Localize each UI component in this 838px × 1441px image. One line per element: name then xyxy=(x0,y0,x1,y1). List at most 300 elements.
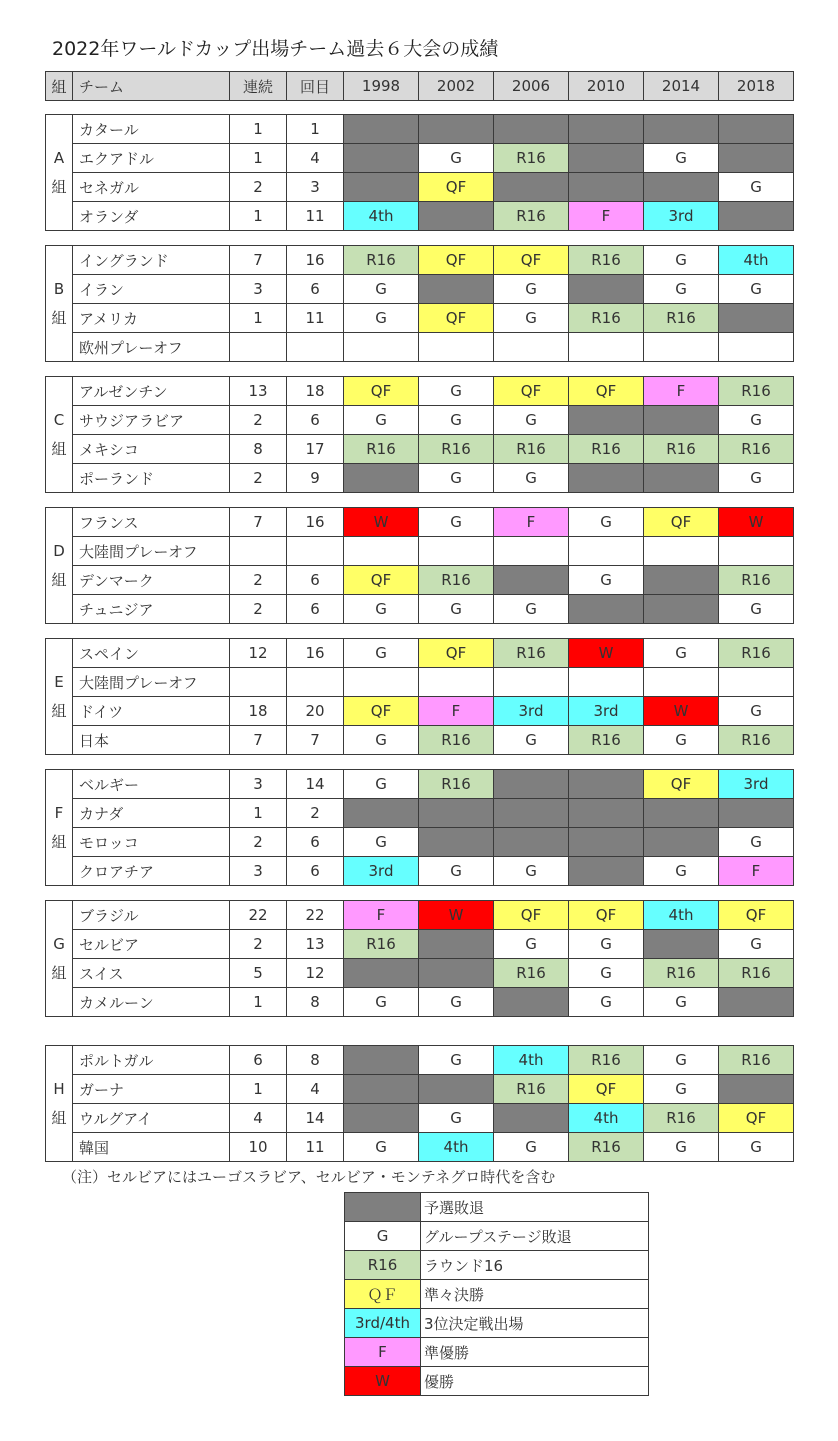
result-cell xyxy=(644,595,719,624)
result-cell: G xyxy=(344,988,419,1017)
legend-row xyxy=(345,1222,649,1251)
team-row xyxy=(46,435,794,464)
legend-label: 準優勝 xyxy=(421,1338,649,1367)
team-row xyxy=(46,464,794,493)
result-cell xyxy=(569,595,644,624)
appearance-cell: 18 xyxy=(287,377,344,406)
result-cell: G xyxy=(569,930,644,959)
result-cell xyxy=(569,770,644,799)
result-cell: 4th xyxy=(569,1104,644,1133)
team-row xyxy=(46,246,794,275)
result-cell: F xyxy=(719,857,794,886)
result-cell: G xyxy=(344,828,419,857)
streak-cell: 1 xyxy=(230,988,287,1017)
result-cell: G xyxy=(644,275,719,304)
team-name: 欧州プレーオフ xyxy=(73,333,230,362)
result-cell: R16 xyxy=(719,959,794,988)
team-row xyxy=(46,508,794,537)
header-team: チーム xyxy=(73,72,230,101)
result-cell: G xyxy=(419,1104,494,1133)
result-cell xyxy=(719,668,794,697)
result-cell: R16 xyxy=(344,435,419,464)
result-cell xyxy=(344,115,419,144)
team-name: 大陸間プレーオフ xyxy=(73,537,230,566)
legend-row xyxy=(345,1367,649,1396)
result-cell: W xyxy=(569,639,644,668)
result-cell: R16 xyxy=(569,304,644,333)
appearance-cell: 6 xyxy=(287,406,344,435)
result-cell: G xyxy=(719,697,794,726)
streak-cell: 5 xyxy=(230,959,287,988)
result-cell: F xyxy=(494,508,569,537)
streak-cell: 3 xyxy=(230,770,287,799)
legend-row xyxy=(345,1338,649,1367)
appearance-cell: 14 xyxy=(287,1104,344,1133)
result-cell: R16 xyxy=(644,304,719,333)
legend-label: 準々決勝 xyxy=(421,1280,649,1309)
result-cell xyxy=(569,406,644,435)
team-name: ポーランド xyxy=(73,464,230,493)
streak-cell: 1 xyxy=(230,115,287,144)
team-name: カナダ xyxy=(73,799,230,828)
result-cell: R16 xyxy=(644,959,719,988)
result-cell xyxy=(644,828,719,857)
streak-cell: 7 xyxy=(230,726,287,755)
result-cell: 4th xyxy=(719,246,794,275)
appearance-cell: 6 xyxy=(287,595,344,624)
group-letter: E xyxy=(54,672,64,691)
result-cell xyxy=(644,799,719,828)
streak-cell: 3 xyxy=(230,857,287,886)
legend-table xyxy=(344,1192,649,1396)
result-cell xyxy=(419,333,494,362)
appearance-cell: 11 xyxy=(287,304,344,333)
team-row xyxy=(46,639,794,668)
result-cell: R16 xyxy=(494,144,569,173)
group-suffix: 組 xyxy=(51,308,67,327)
team-row xyxy=(46,697,794,726)
result-cell xyxy=(419,1075,494,1104)
result-cell: R16 xyxy=(719,726,794,755)
appearance-cell: 6 xyxy=(287,828,344,857)
result-cell: G xyxy=(494,406,569,435)
group-table xyxy=(45,245,794,362)
result-cell xyxy=(569,799,644,828)
team-name: サウジアラビア xyxy=(73,406,230,435)
team-name: フランス xyxy=(73,508,230,537)
result-cell: R16 xyxy=(719,377,794,406)
result-cell: QF xyxy=(719,901,794,930)
result-cell: W xyxy=(719,508,794,537)
header-year: 1998 xyxy=(344,72,419,101)
appearance-cell: 12 xyxy=(287,959,344,988)
team-row xyxy=(46,595,794,624)
result-cell: QF xyxy=(494,901,569,930)
result-cell: G xyxy=(719,930,794,959)
appearance-cell: 11 xyxy=(287,1133,344,1162)
result-cell xyxy=(344,537,419,566)
team-row xyxy=(46,668,794,697)
group-table xyxy=(45,638,794,755)
streak-cell: 1 xyxy=(230,202,287,231)
result-cell: G xyxy=(569,566,644,595)
streak-cell: 18 xyxy=(230,697,287,726)
appearance-cell xyxy=(287,668,344,697)
group-letter: D xyxy=(53,541,65,560)
appearance-cell: 16 xyxy=(287,246,344,275)
result-cell xyxy=(644,930,719,959)
legend-swatch: G xyxy=(345,1222,421,1251)
result-cell: 4th xyxy=(644,901,719,930)
result-cell xyxy=(419,959,494,988)
result-cell: R16 xyxy=(494,639,569,668)
result-cell: G xyxy=(494,726,569,755)
streak-cell: 2 xyxy=(230,595,287,624)
appearance-cell: 2 xyxy=(287,799,344,828)
result-cell xyxy=(344,668,419,697)
result-cell xyxy=(344,173,419,202)
result-cell: G xyxy=(719,275,794,304)
streak-cell: 2 xyxy=(230,173,287,202)
legend-swatch: 3rd/4th xyxy=(345,1309,421,1338)
legend-label: 優勝 xyxy=(421,1367,649,1396)
team-row xyxy=(46,566,794,595)
team-row xyxy=(46,770,794,799)
streak-cell: 12 xyxy=(230,639,287,668)
team-row xyxy=(46,1046,794,1075)
streak-cell: 13 xyxy=(230,377,287,406)
team-name: イラン xyxy=(73,275,230,304)
team-name: ガーナ xyxy=(73,1075,230,1104)
appearance-cell: 16 xyxy=(287,639,344,668)
team-name: メキシコ xyxy=(73,435,230,464)
result-cell xyxy=(569,668,644,697)
result-cell xyxy=(419,668,494,697)
team-name: ウルグアイ xyxy=(73,1104,230,1133)
result-cell xyxy=(569,144,644,173)
result-cell: R16 xyxy=(644,1104,719,1133)
team-name: 大陸間プレーオフ xyxy=(73,668,230,697)
result-cell: 4th xyxy=(419,1133,494,1162)
team-name: ポルトガル xyxy=(73,1046,230,1075)
result-cell: R16 xyxy=(419,566,494,595)
result-cell xyxy=(569,537,644,566)
team-name: オランダ xyxy=(73,202,230,231)
group-suffix: 組 xyxy=(51,963,67,982)
appearance-cell: 6 xyxy=(287,275,344,304)
result-cell xyxy=(344,464,419,493)
streak-cell: 22 xyxy=(230,901,287,930)
legend-row xyxy=(345,1309,649,1338)
legend-swatch: R16 xyxy=(345,1251,421,1280)
team-name: カメルーン xyxy=(73,988,230,1017)
result-cell: G xyxy=(494,304,569,333)
appearance-cell: 9 xyxy=(287,464,344,493)
result-cell: G xyxy=(644,726,719,755)
result-cell: G xyxy=(419,406,494,435)
result-cell: QF xyxy=(344,697,419,726)
result-cell: G xyxy=(644,1046,719,1075)
legend-swatch: ＱＦ xyxy=(345,1280,421,1309)
appearance-cell: 3 xyxy=(287,173,344,202)
team-row xyxy=(46,930,794,959)
group-label xyxy=(46,377,73,493)
result-cell xyxy=(419,799,494,828)
group-label xyxy=(46,508,73,624)
appearance-cell: 1 xyxy=(287,115,344,144)
result-cell: R16 xyxy=(494,1075,569,1104)
streak-cell: 2 xyxy=(230,464,287,493)
result-cell: G xyxy=(344,639,419,668)
result-cell: G xyxy=(494,464,569,493)
result-cell xyxy=(419,537,494,566)
group-table xyxy=(45,1045,794,1162)
appearance-cell: 20 xyxy=(287,697,344,726)
result-cell: G xyxy=(344,1133,419,1162)
header-streak: 連続 xyxy=(230,72,287,101)
team-row xyxy=(46,406,794,435)
result-cell: R16 xyxy=(569,435,644,464)
team-row xyxy=(46,1075,794,1104)
result-cell: G xyxy=(644,1075,719,1104)
result-cell: G xyxy=(419,144,494,173)
result-cell xyxy=(644,566,719,595)
team-name: イングランド xyxy=(73,246,230,275)
result-cell: 4th xyxy=(494,1046,569,1075)
appearance-cell: 6 xyxy=(287,857,344,886)
result-cell xyxy=(644,668,719,697)
result-cell: QF xyxy=(419,173,494,202)
appearance-cell: 7 xyxy=(287,726,344,755)
result-cell: G xyxy=(569,988,644,1017)
group-suffix: 組 xyxy=(51,439,67,458)
group-table xyxy=(45,114,794,231)
result-cell: R16 xyxy=(719,639,794,668)
result-cell: QF xyxy=(569,901,644,930)
result-cell xyxy=(644,464,719,493)
result-cell: R16 xyxy=(419,726,494,755)
result-cell xyxy=(344,1046,419,1075)
result-cell xyxy=(644,406,719,435)
appearance-cell: 4 xyxy=(287,1075,344,1104)
group-suffix: 組 xyxy=(51,701,67,720)
streak-cell: 7 xyxy=(230,508,287,537)
group-label xyxy=(46,770,73,886)
team-row xyxy=(46,202,794,231)
result-cell xyxy=(644,115,719,144)
team-row xyxy=(46,1104,794,1133)
result-cell: QF xyxy=(494,246,569,275)
result-cell xyxy=(719,333,794,362)
team-name: ドイツ xyxy=(73,697,230,726)
legend-swatch: W xyxy=(345,1367,421,1396)
result-cell: W xyxy=(419,901,494,930)
header-table xyxy=(45,71,794,101)
streak-cell: 10 xyxy=(230,1133,287,1162)
result-cell xyxy=(569,173,644,202)
group-table xyxy=(45,507,794,624)
result-cell: R16 xyxy=(569,726,644,755)
team-name: ベルギー xyxy=(73,770,230,799)
result-cell: QF xyxy=(419,304,494,333)
appearance-cell: 4 xyxy=(287,144,344,173)
appearance-cell: 22 xyxy=(287,901,344,930)
group-suffix: 組 xyxy=(51,570,67,589)
result-cell: QF xyxy=(344,377,419,406)
group-label xyxy=(46,901,73,1017)
appearance-cell: 8 xyxy=(287,1046,344,1075)
group-table xyxy=(45,900,794,1017)
result-cell: G xyxy=(644,144,719,173)
result-cell: QF xyxy=(344,566,419,595)
result-cell: QF xyxy=(419,639,494,668)
result-cell: QF xyxy=(644,770,719,799)
result-cell: G xyxy=(344,275,419,304)
streak-cell: 7 xyxy=(230,246,287,275)
result-cell: QF xyxy=(419,246,494,275)
legend-label: ラウンド16 xyxy=(421,1251,649,1280)
result-cell: R16 xyxy=(719,1046,794,1075)
team-name: スイス xyxy=(73,959,230,988)
streak-cell: 1 xyxy=(230,1075,287,1104)
group-label xyxy=(46,639,73,755)
result-cell: 3rd xyxy=(644,202,719,231)
team-name: デンマーク xyxy=(73,566,230,595)
legend-label: 3位決定戦出場 xyxy=(421,1309,649,1338)
group-letter: C xyxy=(53,410,65,429)
result-cell: R16 xyxy=(719,566,794,595)
result-cell: R16 xyxy=(344,246,419,275)
result-cell: G xyxy=(494,275,569,304)
team-row xyxy=(46,304,794,333)
result-cell: R16 xyxy=(419,770,494,799)
result-cell xyxy=(569,333,644,362)
group-letter: B xyxy=(53,279,65,298)
result-cell: 3rd xyxy=(344,857,419,886)
result-cell xyxy=(719,1075,794,1104)
result-cell xyxy=(494,173,569,202)
page-title: 2022年ワールドカップ出場チーム過去６大会の成績 xyxy=(52,38,499,60)
result-cell: F xyxy=(644,377,719,406)
streak-cell: 8 xyxy=(230,435,287,464)
team-row xyxy=(46,901,794,930)
legend-row xyxy=(345,1251,649,1280)
appearance-cell: 8 xyxy=(287,988,344,1017)
result-cell xyxy=(344,1075,419,1104)
streak-cell xyxy=(230,333,287,362)
result-cell: G xyxy=(644,246,719,275)
result-cell xyxy=(719,304,794,333)
result-cell: G xyxy=(644,1133,719,1162)
result-cell: G xyxy=(419,988,494,1017)
result-cell: G xyxy=(419,595,494,624)
legend-label: 予選敗退 xyxy=(421,1193,649,1222)
result-cell: G xyxy=(494,595,569,624)
result-cell: G xyxy=(419,377,494,406)
team-row xyxy=(46,959,794,988)
streak-cell: 1 xyxy=(230,799,287,828)
group-suffix: 組 xyxy=(51,1108,67,1127)
result-cell: R16 xyxy=(344,930,419,959)
header-year: 2014 xyxy=(644,72,719,101)
team-name: アメリカ xyxy=(73,304,230,333)
result-cell xyxy=(644,333,719,362)
result-cell xyxy=(419,202,494,231)
result-cell xyxy=(494,537,569,566)
group-letter: A xyxy=(53,148,65,167)
appearance-cell: 16 xyxy=(287,508,344,537)
result-cell: R16 xyxy=(569,1046,644,1075)
appearance-cell xyxy=(287,537,344,566)
legend-row xyxy=(345,1280,649,1309)
streak-cell: 2 xyxy=(230,828,287,857)
result-cell: G xyxy=(644,988,719,1017)
legend-label: グループステージ敗退 xyxy=(421,1222,649,1251)
appearance-cell: 17 xyxy=(287,435,344,464)
result-cell xyxy=(494,668,569,697)
result-cell xyxy=(344,333,419,362)
appearance-cell: 13 xyxy=(287,930,344,959)
team-row xyxy=(46,333,794,362)
result-cell: G xyxy=(719,595,794,624)
result-cell: 3rd xyxy=(494,697,569,726)
result-cell xyxy=(419,115,494,144)
team-row xyxy=(46,144,794,173)
result-cell: R16 xyxy=(644,435,719,464)
result-cell xyxy=(719,988,794,1017)
result-cell: G xyxy=(344,770,419,799)
team-row xyxy=(46,173,794,202)
group-suffix: 組 xyxy=(51,177,67,196)
result-cell: F xyxy=(344,901,419,930)
team-row xyxy=(46,857,794,886)
result-cell xyxy=(494,770,569,799)
result-cell xyxy=(719,115,794,144)
result-cell: G xyxy=(419,508,494,537)
group-suffix: 組 xyxy=(51,832,67,851)
result-cell: 3rd xyxy=(569,697,644,726)
result-cell: G xyxy=(569,508,644,537)
result-cell xyxy=(344,144,419,173)
result-cell xyxy=(344,1104,419,1133)
result-cell xyxy=(494,828,569,857)
result-cell: G xyxy=(719,1133,794,1162)
result-cell xyxy=(419,930,494,959)
result-cell: R16 xyxy=(494,435,569,464)
result-cell xyxy=(419,828,494,857)
result-cell: G xyxy=(719,406,794,435)
group-table xyxy=(45,376,794,493)
team-name: 日本 xyxy=(73,726,230,755)
result-cell: G xyxy=(719,464,794,493)
result-cell xyxy=(494,115,569,144)
footnote: （注）セルビアにはユーゴスラビア、セルビア・モンテネグロ時代を含む xyxy=(62,1168,556,1186)
streak-cell: 2 xyxy=(230,406,287,435)
result-cell: G xyxy=(569,959,644,988)
header-appearances: 回目 xyxy=(287,72,344,101)
team-name: セルビア xyxy=(73,930,230,959)
group-letter: G xyxy=(53,934,65,953)
result-cell: G xyxy=(419,1046,494,1075)
result-cell xyxy=(569,464,644,493)
header-year: 2006 xyxy=(494,72,569,101)
streak-cell: 4 xyxy=(230,1104,287,1133)
result-cell: R16 xyxy=(569,1133,644,1162)
team-row xyxy=(46,828,794,857)
result-cell xyxy=(494,333,569,362)
streak-cell: 6 xyxy=(230,1046,287,1075)
result-cell: G xyxy=(644,639,719,668)
